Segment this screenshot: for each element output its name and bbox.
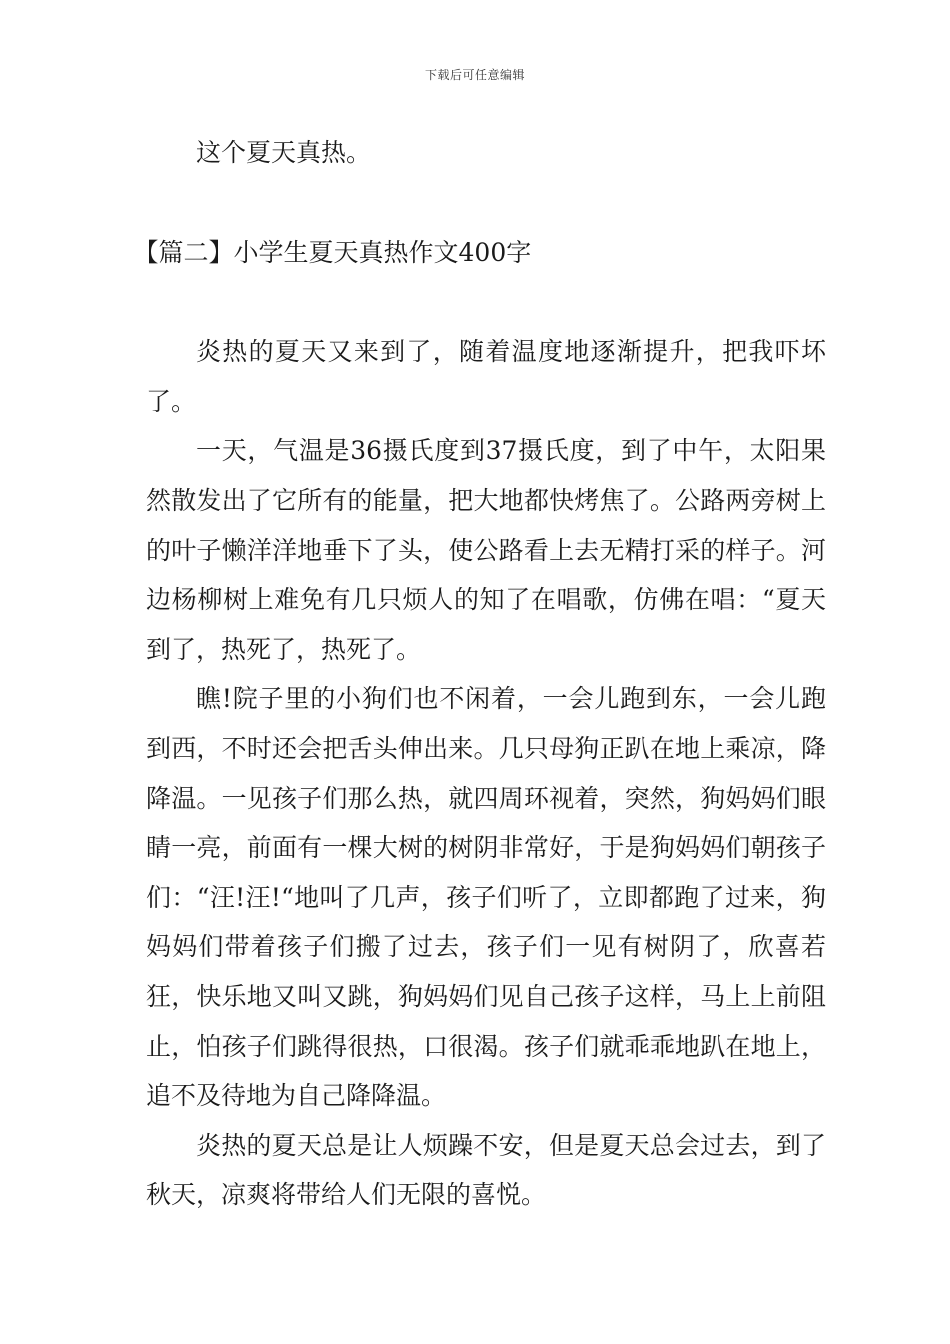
section-title: 【篇二】小学生夏天真热作文400字 [133,237,532,267]
paragraph-3: 瞧!院子里的小狗们也不闲着，一会儿跑到东，一会儿跑到西，不时还会把舌头伸出来。几只母狗正趴在地上乘凉，降降温。一见孩子们那么热，就四周环视着，突然，狗妈妈们眼睛一亮，前面有一棵大树的树阴非常好，于是狗妈妈们朝孩子们：“汪!汪!“地叫了几声，孩子们听了，立即都跑了过来，狗妈妈们带着孩子们搬了过去，孩子们一见有树阴了，欣喜若狂，快乐地又叫又跳，狗妈妈们见自己孩子这样，马上上前阻止，怕孩子们跳得很热，口很渴。孩子们就乖乖地趴在地上，追不及待地为自己降降温。 [146,684,826,1111]
spacer [146,178,826,228]
paragraph-4: 炎热的夏天总是让人烦躁不安，但是夏天总会过去，到了秋天，凉爽将带给人们无限的喜悦。 [146,1130,826,1210]
intro-line: 这个夏天真热。 [196,138,372,167]
paragraph-1: 炎热的夏天又来到了，随着温度地逐渐提升，把我吓坏了。 [146,337,826,416]
spacer [146,277,826,327]
paragraph-2: 一天，气温是36摄氏度到37摄氏度，到了中午，太阳果然散发出了它所有的能量，把大地都快烤焦了。公路两旁树上的叶子懒洋洋地垂下了头，使公路看上去无精打采的样子。河边杨柳树上难免有几只烦人的知了在唱歌，仿佛在唱：“夏天到了，热死了，热死了。 [146,436,826,664]
page-header: 下载后可任意编辑 [424,68,525,82]
document-body [133,128,826,1220]
